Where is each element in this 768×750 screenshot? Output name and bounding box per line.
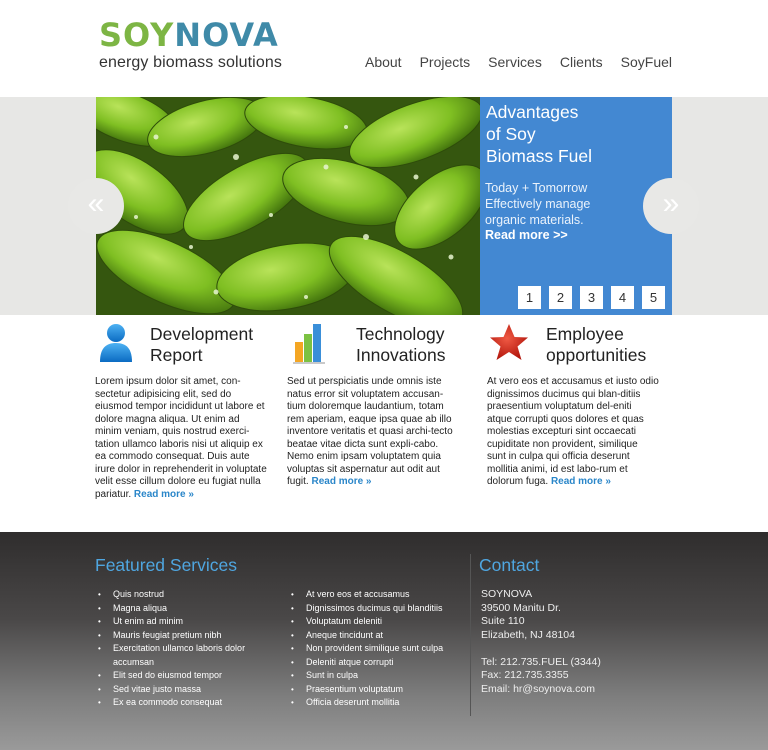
slide-title: Advantages of Soy Biomass Fuel bbox=[486, 102, 593, 166]
nav-soyfuel[interactable]: SoyFuel bbox=[620, 54, 672, 70]
contact-spacer bbox=[481, 642, 601, 656]
list-item[interactable]: • Aneque tincidunt at bbox=[289, 629, 459, 643]
logo-tagline: energy biomass solutions bbox=[99, 54, 282, 71]
list-item[interactable]: • Praesentium voluptatum bbox=[289, 683, 459, 697]
bar-chart-icon bbox=[287, 322, 331, 366]
column-text: At vero eos et accusamus et iusto odio dignissimos ducimus qui blan-ditiis praesentium voluptatum del-eniti atque corrupti quos dolores et quas molestias excepturi sint occaecati cupiditate non provident, similique sunt in culpa qui officia deserunt mollitia animi, id est labo-rum et dolorum fuga. Read more » bbox=[487, 376, 659, 487]
list-item[interactable]: • Elit sed do eiusmod tempor bbox=[96, 669, 266, 683]
contact-city: Elizabeth, NJ 48104 bbox=[481, 628, 575, 641]
soybean-pods-image bbox=[96, 97, 480, 315]
list-item[interactable]: • Magna aliqua bbox=[96, 602, 266, 616]
list-item[interactable]: • Sunt in culpa bbox=[289, 669, 459, 683]
list-item[interactable]: • Voluptatum deleniti bbox=[289, 615, 459, 629]
site-header bbox=[0, 0, 768, 97]
featured-services-list-1 bbox=[96, 588, 266, 710]
user-icon bbox=[95, 322, 139, 366]
contact-fax: Fax: 212.735.3355 bbox=[481, 669, 569, 681]
contact-email[interactable]: Email: hr@soynova.com bbox=[481, 682, 595, 695]
nav-projects[interactable]: Projects bbox=[419, 54, 471, 70]
column-title: Development Report bbox=[150, 324, 254, 365]
slide-description: Today + Tomorrow Effectively manage organic materials. bbox=[485, 181, 591, 227]
slider-next-icon[interactable]: » bbox=[643, 178, 699, 234]
footer-divider bbox=[470, 554, 471, 716]
list-item[interactable]: • At vero eos et accusamus bbox=[289, 588, 459, 602]
contact-suite: Suite 110 bbox=[481, 615, 525, 627]
contact-company: SOYNOVA bbox=[481, 588, 533, 600]
column-text: Sed ut perspiciatis unde omnis iste natus error sit voluptatem accusan-tium doloremque laudantium, totam rem aperiam, eaque ipsa quae ab illo inventore veritatis et quasi archi-tecto beatae vitae dicta sunt expli-cabo. Nemo enim ipsam voluptatem quia voluptas sit aspernatur aut odit aut fugit. Read more » bbox=[287, 376, 453, 487]
column-text: Lorem ipsum dolor sit amet, con-sectetur adipisicing elit, sed do eiusmod tempor incididunt ut labore et dolore magna aliqua. Ut enim ad minim veniam, quis nostrud exerci-tation ullamco laboris nisi ut aliquip ex ea commodo consequat. Duis aute irure dolor in reprehenderit in voluptate velit esse cillum dolore eu fugiat nulla pariatur. Read more » bbox=[95, 376, 267, 500]
featured-services-list-2 bbox=[289, 588, 459, 710]
list-item[interactable]: • Ut enim ad minim bbox=[96, 615, 266, 629]
contact-address-line: 39500 Manitu Dr. bbox=[481, 601, 561, 614]
slide-page-5[interactable]: 5 bbox=[642, 286, 665, 309]
slide-page-3[interactable]: 3 bbox=[580, 286, 603, 309]
slide-page-1[interactable]: 1 bbox=[518, 286, 541, 309]
logo-wordmark: SOYNOVA bbox=[99, 16, 279, 54]
column-title: Employee opportunities bbox=[546, 324, 647, 365]
nav-services[interactable]: Services bbox=[488, 54, 542, 70]
contact-block bbox=[481, 588, 601, 696]
featured-services-heading: Featured Services bbox=[95, 555, 238, 575]
slide-read-more-link[interactable]: Read more >> bbox=[485, 228, 568, 242]
read-more-link[interactable]: Read more » bbox=[311, 476, 372, 487]
main-nav bbox=[365, 54, 672, 70]
list-item[interactable]: • Officia deserunt mollitia bbox=[289, 696, 459, 710]
list-item[interactable]: • Dignissimos ducimus qui blanditiis bbox=[289, 602, 459, 616]
slide-pager bbox=[518, 286, 665, 309]
read-more-link[interactable]: Read more » bbox=[550, 476, 611, 487]
slide-page-4[interactable]: 4 bbox=[611, 286, 634, 309]
contact-heading: Contact bbox=[479, 555, 540, 575]
star-icon bbox=[487, 322, 531, 366]
list-item[interactable]: • Sed vitae justo massa bbox=[96, 683, 266, 697]
contact-tel: Tel: 212.735.FUEL (3344) bbox=[481, 655, 601, 668]
column-title: Technology Innovations bbox=[356, 324, 446, 365]
slide-image-soybeans bbox=[96, 97, 480, 315]
list-item[interactable]: • Deleniti atque corrupti bbox=[289, 656, 459, 670]
nav-clients[interactable]: Clients bbox=[559, 54, 603, 70]
list-item[interactable]: • Mauris feugiat pretium nibh bbox=[96, 629, 266, 643]
nav-about[interactable]: About bbox=[364, 54, 402, 70]
list-item[interactable]: • Ex ea commodo consequat bbox=[96, 696, 266, 710]
read-more-link[interactable]: Read more » bbox=[133, 488, 194, 500]
list-item[interactable]: • Non provident similique sunt culpa bbox=[289, 642, 459, 656]
slider-prev-icon[interactable]: « bbox=[68, 178, 124, 234]
site-footer bbox=[0, 532, 768, 750]
list-item[interactable]: • Quis nostrud bbox=[96, 588, 266, 602]
logo[interactable] bbox=[99, 17, 282, 72]
slide-page-2[interactable]: 2 bbox=[549, 286, 572, 309]
list-item[interactable]: • Exercitation ullamco laboris dolor accumsan bbox=[96, 642, 266, 669]
